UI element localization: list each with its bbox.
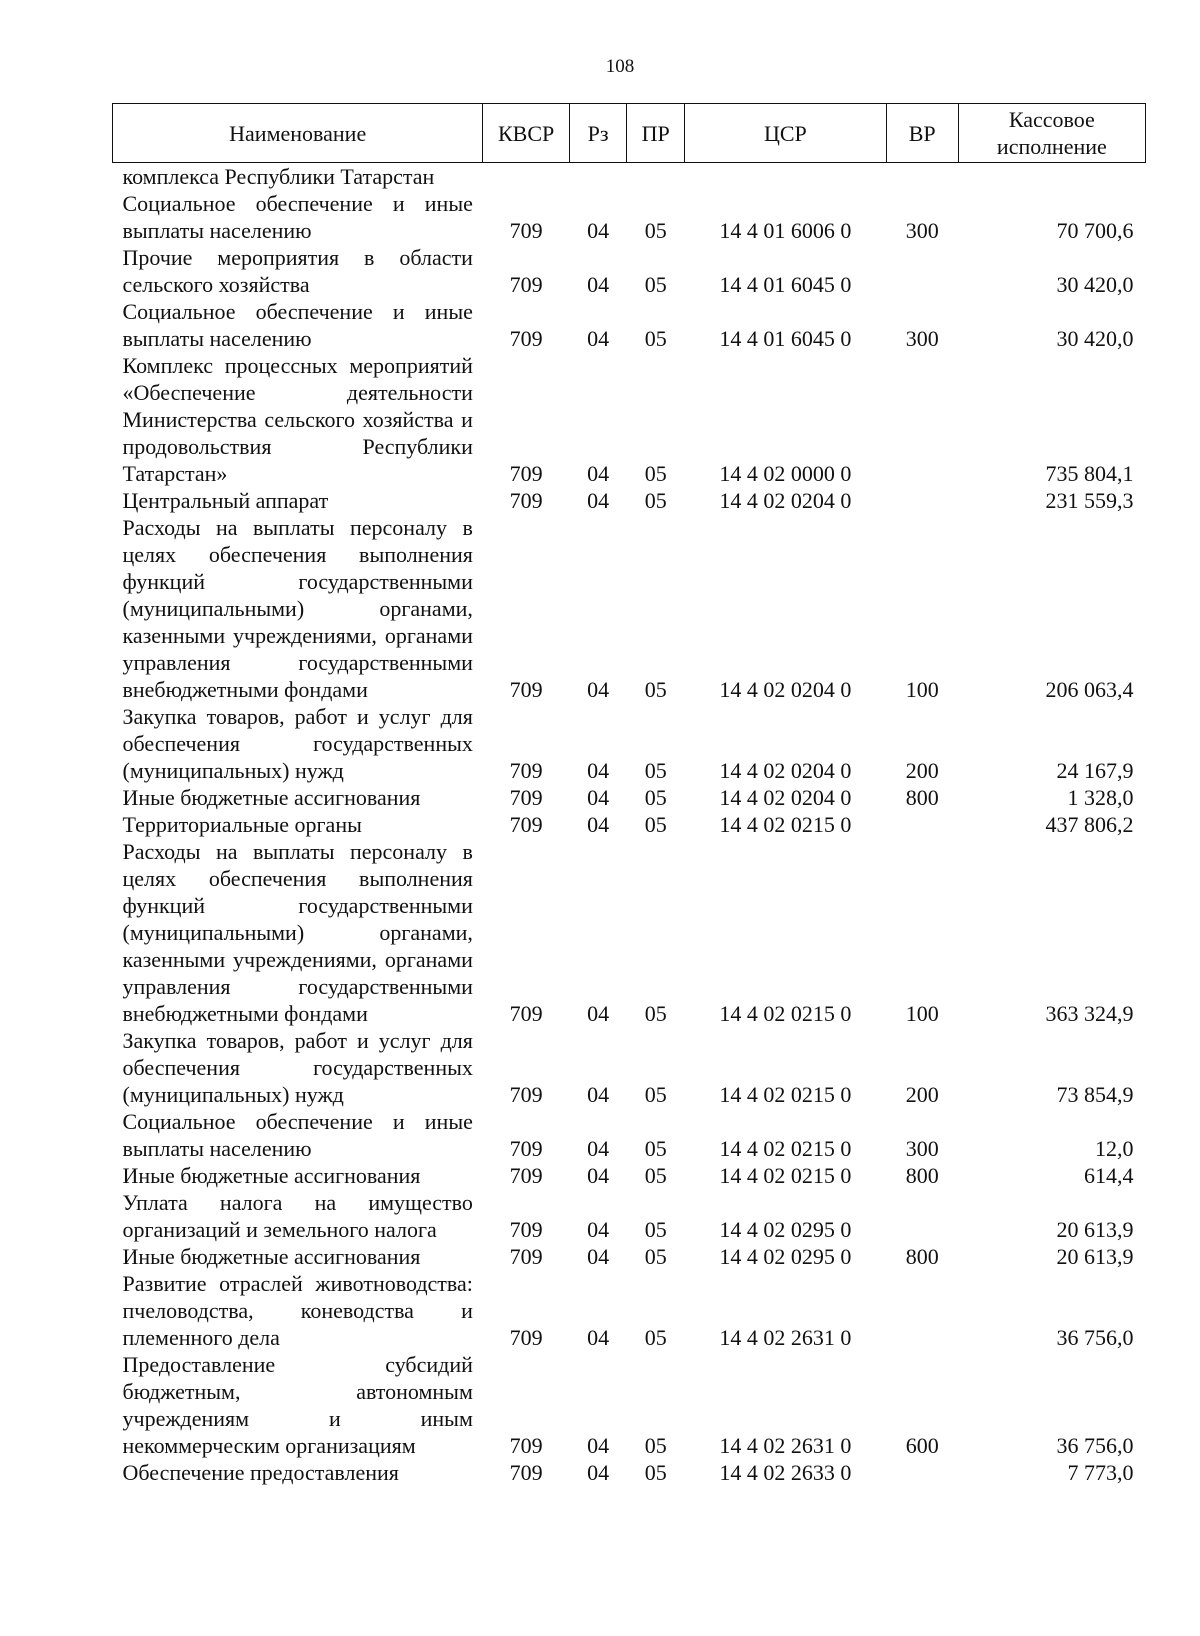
header-pr: ПР (627, 104, 685, 163)
cell-rz: 04 (587, 677, 610, 702)
cell-pr: 05 (644, 1325, 667, 1350)
header-rz: Рз (569, 104, 627, 163)
cell-amount: 30 420,0 (1056, 272, 1134, 297)
cell-kvsr: 709 (509, 326, 543, 351)
cell-name: Расходы на выплаты персоналу в целях обеспечения выполнения функций государственными (муниципальными) органами, казенными учреждениями, органами управления государственными внебюджетными фондами (122, 515, 473, 702)
cell-csr: 14 4 02 0295 0 (719, 1244, 852, 1269)
table-row (113, 190, 1146, 244)
cell-name: Центральный аппарат (122, 488, 329, 513)
cell-amount: 363 324,9 (1045, 1001, 1134, 1026)
cell-rz: 04 (587, 218, 610, 243)
cell-name: Иные бюджетные ассигнования (122, 1244, 421, 1269)
cell-name: Прочие мероприятия в области сельского хозяйства (122, 245, 473, 297)
header-amount: Кассовое исполнение (958, 104, 1145, 163)
cell-amount: 437 806,2 (1045, 812, 1134, 837)
cell-vr: 100 (905, 677, 939, 702)
cell-amount: 30 420,0 (1056, 326, 1134, 351)
cell-csr: 14 4 02 0295 0 (719, 1217, 852, 1242)
table-row (113, 352, 1146, 487)
cell-name: Предоставление субсидий бюджетным, автономным учреждениям и иным некоммерческим организациям (122, 1352, 473, 1458)
cell-kvsr: 709 (509, 488, 543, 513)
cell-csr: 14 4 01 6045 0 (719, 326, 852, 351)
cell-kvsr: 709 (509, 1325, 543, 1350)
cell-pr: 05 (644, 1001, 667, 1026)
cell-name: Уплата налога на имущество организаций и земельного налога (122, 1190, 473, 1242)
cell-kvsr: 709 (509, 1001, 543, 1026)
cell-csr: 14 4 02 0000 0 (719, 461, 852, 486)
cell-vr (886, 1270, 958, 1351)
cell-kvsr: 709 (509, 1136, 543, 1161)
table-row (113, 514, 1146, 703)
cell-name: Расходы на выплаты персоналу в целях обеспечения выполнения функций государственными (муниципальными) органами, казенными учреждениями, органами управления государственными внебюджетными фондами (122, 839, 473, 1026)
cell-rz: 04 (587, 1082, 610, 1107)
table-row (113, 1351, 1146, 1459)
cell-amount: 614,4 (1084, 1163, 1134, 1188)
cell-csr: 14 4 02 2631 0 (719, 1325, 852, 1350)
cell-rz (569, 163, 627, 191)
cell-vr: 100 (905, 1001, 939, 1026)
cell-rz: 04 (587, 1217, 610, 1242)
cell-kvsr: 709 (509, 1244, 543, 1269)
table-row (113, 811, 1146, 838)
cell-rz: 04 (587, 785, 610, 810)
cell-vr: 800 (905, 785, 939, 810)
table-row (113, 487, 1146, 514)
cell-amount: 36 756,0 (1056, 1325, 1134, 1350)
cell-vr (886, 244, 958, 298)
cell-csr: 14 4 02 0204 0 (719, 677, 852, 702)
cell-rz: 04 (587, 272, 610, 297)
table-row (113, 784, 1146, 811)
cell-amount: 20 613,9 (1056, 1217, 1134, 1242)
cell-csr: 14 4 02 0215 0 (719, 812, 852, 837)
header-kvsr: КВСР (483, 104, 569, 163)
cell-csr (685, 163, 887, 191)
cell-pr: 05 (644, 1136, 667, 1161)
cell-pr: 05 (644, 812, 667, 837)
cell-pr: 05 (644, 1217, 667, 1242)
table-row (113, 1459, 1146, 1486)
header-name: Наименование (113, 104, 483, 163)
table-row (113, 1189, 1146, 1243)
cell-csr: 14 4 02 0204 0 (719, 758, 852, 783)
cell-pr: 05 (644, 461, 667, 486)
cell-csr: 14 4 02 0215 0 (719, 1136, 852, 1161)
cell-rz: 04 (587, 758, 610, 783)
cell-name: Социальное обеспечение и иные выплаты населению (122, 299, 473, 351)
cell-kvsr: 709 (509, 677, 543, 702)
cell-pr: 05 (644, 1082, 667, 1107)
cell-rz: 04 (587, 326, 610, 351)
cell-csr: 14 4 02 0215 0 (719, 1001, 852, 1026)
cell-pr: 05 (644, 488, 667, 513)
cell-csr: 14 4 01 6006 0 (719, 218, 852, 243)
cell-kvsr: 709 (509, 1460, 543, 1485)
cell-csr: 14 4 02 0204 0 (719, 785, 852, 810)
table-body (113, 163, 1146, 1487)
cell-name: Социальное обеспечение и иные выплаты населению (122, 191, 473, 243)
cell-vr: 200 (905, 1082, 939, 1107)
cell-name: Территориальные органы (122, 812, 362, 837)
header-row (113, 104, 1146, 163)
cell-name: Закупка товаров, работ и услуг для обеспечения государственных (муниципальных) нужд (122, 1028, 473, 1107)
cell-kvsr: 709 (509, 758, 543, 783)
cell-kvsr: 709 (509, 272, 543, 297)
cell-rz: 04 (587, 1001, 610, 1026)
cell-pr: 05 (644, 1163, 667, 1188)
cell-kvsr: 709 (509, 218, 543, 243)
cell-rz: 04 (587, 461, 610, 486)
cell-kvsr: 709 (509, 1163, 543, 1188)
cell-rz: 04 (587, 1244, 610, 1269)
table-row (113, 163, 1146, 191)
table-row (113, 1162, 1146, 1189)
cell-vr (886, 811, 958, 838)
cell-rz: 04 (587, 1325, 610, 1350)
cell-rz: 04 (587, 488, 610, 513)
cell-name: Социальное обеспечение и иные выплаты населению (122, 1109, 473, 1161)
cell-amount: 36 756,0 (1056, 1433, 1134, 1458)
cell-pr: 05 (644, 1460, 667, 1485)
cell-vr: 800 (905, 1163, 939, 1188)
cell-pr: 05 (644, 272, 667, 297)
cell-pr: 05 (644, 785, 667, 810)
cell-name: Комплекс процессных мероприятий «Обеспечение деятельности Министерства сельского хозяйства и продовольствия Республики Татарстан» (122, 353, 473, 486)
cell-name: Иные бюджетные ассигнования (122, 1163, 421, 1188)
cell-amount: 70 700,6 (1056, 218, 1134, 243)
cell-name: Закупка товаров, работ и услуг для обеспечения государственных (муниципальных) нужд (122, 704, 473, 783)
cell-vr: 300 (905, 326, 939, 351)
cell-pr: 05 (644, 326, 667, 351)
table-row (113, 1243, 1146, 1270)
table-row (113, 1108, 1146, 1162)
cell-amount: 231 559,3 (1045, 488, 1134, 513)
table-row (113, 244, 1146, 298)
cell-vr (886, 1459, 958, 1486)
cell-name: Развитие отраслей животноводства: пчеловодства, коневодства и племенного дела (122, 1271, 473, 1350)
cell-kvsr (483, 163, 569, 191)
cell-amount: 1 328,0 (1067, 785, 1134, 810)
cell-pr: 05 (644, 1433, 667, 1458)
cell-kvsr: 709 (509, 1217, 543, 1242)
cell-pr: 05 (644, 758, 667, 783)
header-vr: ВР (886, 104, 958, 163)
cell-rz: 04 (587, 1433, 610, 1458)
cell-rz: 04 (587, 812, 610, 837)
cell-kvsr: 709 (509, 1082, 543, 1107)
page-number: 108 (605, 56, 635, 77)
table-row (113, 838, 1146, 1027)
cell-amount (958, 163, 1145, 191)
cell-rz: 04 (587, 1136, 610, 1161)
cell-vr: 200 (905, 758, 939, 783)
cell-pr (627, 163, 685, 191)
budget-table (112, 103, 1146, 1486)
cell-pr: 05 (644, 677, 667, 702)
cell-amount: 24 167,9 (1056, 758, 1134, 783)
cell-amount: 20 613,9 (1056, 1244, 1134, 1269)
cell-amount: 12,0 (1095, 1136, 1134, 1161)
table-header (113, 104, 1146, 163)
cell-rz: 04 (587, 1163, 610, 1188)
cell-name: Иные бюджетные ассигнования (122, 785, 421, 810)
cell-csr: 14 4 01 6045 0 (719, 272, 852, 297)
cell-vr: 600 (905, 1433, 939, 1458)
cell-vr (886, 352, 958, 487)
table-row (113, 1027, 1146, 1108)
cell-rz: 04 (587, 1460, 610, 1485)
cell-vr (886, 163, 958, 191)
cell-name: комплекса Республики Татарстан (122, 164, 435, 189)
cell-csr: 14 4 02 2631 0 (719, 1433, 852, 1458)
cell-kvsr: 709 (509, 812, 543, 837)
cell-vr: 300 (905, 1136, 939, 1161)
cell-amount: 206 063,4 (1045, 677, 1134, 702)
cell-amount: 7 773,0 (1067, 1460, 1134, 1485)
cell-kvsr: 709 (509, 785, 543, 810)
cell-kvsr: 709 (509, 1433, 543, 1458)
cell-vr (886, 1189, 958, 1243)
cell-csr: 14 4 02 0204 0 (719, 488, 852, 513)
cell-vr (886, 487, 958, 514)
cell-amount: 73 854,9 (1056, 1082, 1134, 1107)
header-csr: ЦСР (685, 104, 887, 163)
cell-csr: 14 4 02 2633 0 (719, 1460, 852, 1485)
cell-vr: 300 (905, 218, 939, 243)
cell-csr: 14 4 02 0215 0 (719, 1082, 852, 1107)
cell-pr: 05 (644, 218, 667, 243)
table-row (113, 703, 1146, 784)
cell-pr: 05 (644, 1244, 667, 1269)
table-row (113, 298, 1146, 352)
cell-name: Обеспечение предоставления (122, 1460, 399, 1485)
cell-csr: 14 4 02 0215 0 (719, 1163, 852, 1188)
cell-amount: 735 804,1 (1045, 461, 1134, 486)
table-row (113, 1270, 1146, 1351)
cell-kvsr: 709 (509, 461, 543, 486)
cell-vr: 800 (905, 1244, 939, 1269)
